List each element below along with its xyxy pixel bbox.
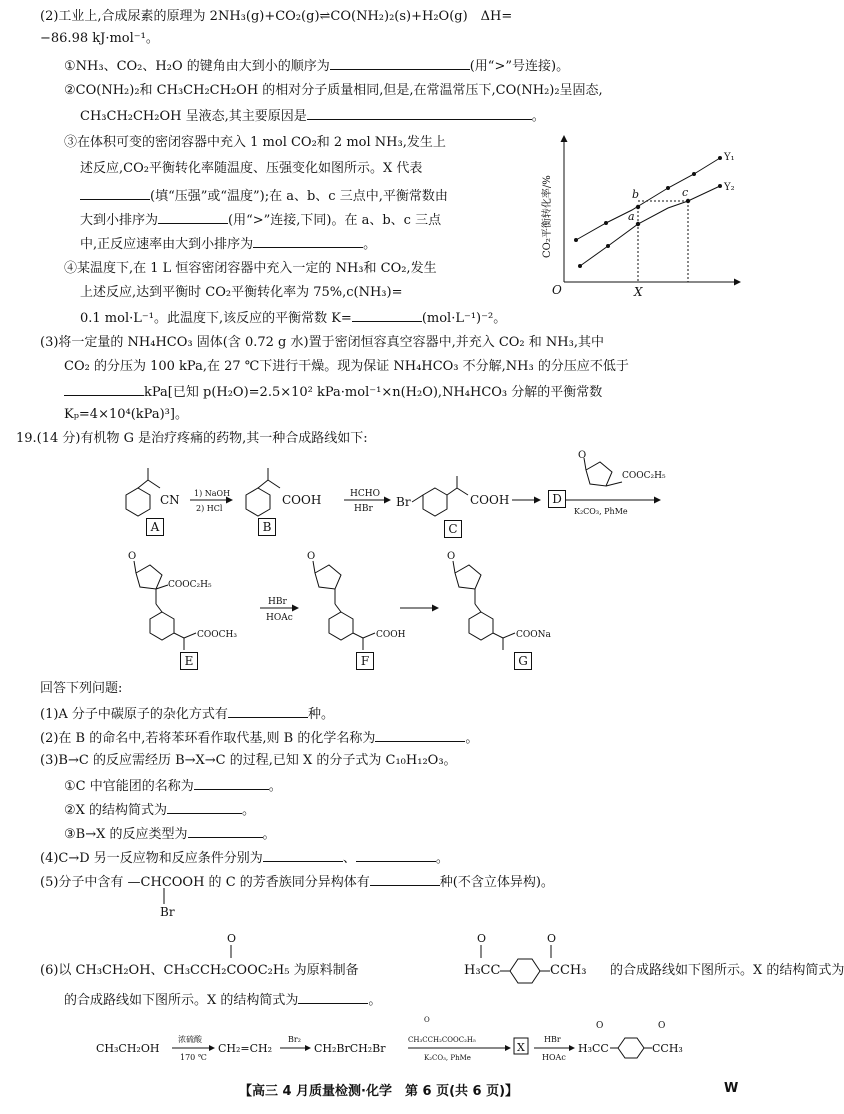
q18-3-line2: CO₂ 的分压为 100 kPa,在 27 ℃下进行干燥。现为保证 NH₄HCO₃ 不分解,NH₃ 的分压应不低于 [64, 359, 629, 374]
q19-3-2: ②X 的结构简式为 。 [64, 800, 255, 820]
route-cond3-oxo: O [424, 1016, 430, 1024]
answer-blank[interactable] [352, 308, 422, 322]
q19-2: (2)在 B 的命名中,若将苯环看作取代基,则 B 的化学名称为 。 [40, 728, 478, 748]
q19-3: (3)B→C 的反应需经历 B→X→C 的过程,已知 X 的分子式为 C₁₀H₁₂O₃。 [40, 753, 457, 768]
label-e: E [180, 652, 198, 670]
ring-reagent [586, 462, 612, 486]
q18-2-sub2-line1: ②CO(NH₂)₂和 CH₃CH₂CH₂OH 的相对分子质量相同,但是,在常温常压下,CO(NH₂)₂呈固态, [64, 83, 603, 98]
reagent-4-bottom: HOAc [266, 613, 293, 623]
answer-blank[interactable] [253, 234, 363, 248]
g-coona: COONa [516, 630, 551, 640]
synthesis-scheme [100, 448, 750, 678]
route-cond1-bottom: 170 ℃ [180, 1053, 207, 1062]
answer-intro: 回答下列问题: [40, 681, 123, 696]
route-cond4-top: HBr [544, 1035, 561, 1044]
q18-3-line4: Kₚ=4×10⁴(kPa)³]。 [64, 407, 188, 422]
q19-6-target-right: CCH₃ [550, 963, 587, 978]
route-product-right: CCH₃ [652, 1042, 683, 1055]
co2-conversion-graph [528, 128, 750, 306]
c-cooh: COOH [470, 493, 510, 507]
q18-2-sub4-line2: 上述反应,达到平衡时 CO₂平衡转化率为 75%,c(NH₃)= [80, 285, 403, 300]
route-cond3-bottom: K₂CO₃, PhMe [424, 1054, 471, 1062]
route-product-oxo-right: O [658, 1021, 666, 1031]
q19-4: (4)C→D 另一反应物和反应条件分别为 、 。 [40, 848, 449, 868]
route-product-oxo-left: O [596, 1021, 604, 1031]
q18-2-sub3-line1: ③在体积可变的密闭容器中充入 1 mol CO₂和 2 mol NH₃,发生上 [64, 135, 446, 150]
point-c-label: c [682, 186, 689, 199]
b-cooh: COOH [282, 493, 322, 507]
route-cond4-bottom: HOAc [542, 1053, 566, 1062]
answer-blank[interactable] [330, 56, 470, 70]
ring-c [423, 488, 447, 516]
q19-3-1: ①C 中官能团的名称为 。 [64, 776, 282, 796]
target-oxo-left: O [477, 932, 487, 945]
route-product-left: H₃CC [578, 1042, 609, 1055]
ring-g6 [469, 612, 493, 640]
f-oxo: O [307, 551, 316, 562]
target-oxo-right: O [547, 932, 557, 945]
label-d: D [548, 490, 566, 508]
reagent-1-top: 1) NaOH [194, 489, 231, 498]
reagent-3-ester: COOC₂H₅ [622, 471, 666, 481]
answer-blank[interactable] [356, 848, 436, 862]
q19-6-tail: 的合成路线如下图所示。X 的结构简式为 [610, 963, 844, 978]
route-dibromide: CH₂BrCH₂Br [314, 1042, 386, 1055]
ring-e5 [136, 565, 162, 589]
answer-blank[interactable] [298, 990, 368, 1004]
q19-6-target: H₃CC [464, 963, 501, 978]
answer-blank[interactable] [64, 382, 144, 396]
e-ester: COOC₂H₅ [168, 580, 212, 590]
synthesis-route [90, 1012, 750, 1068]
answer-blank[interactable] [263, 848, 343, 862]
reagent-2-top: HCHO [350, 489, 380, 499]
reagent-3-bottom: K₂CO₃, PhMe [574, 507, 628, 516]
y-axis-label: CO₂平衡转化率/% [542, 175, 553, 258]
route-cond2-top: Br₂ [288, 1035, 301, 1044]
reagent-oxo: O [578, 450, 587, 461]
series-y2-label: Y₂ [724, 182, 735, 193]
q18-2-sub3-line4: 大到小排序为 (用“>”连接,下同)。在 a、b、c 三点 [80, 210, 441, 230]
answer-blank[interactable] [194, 776, 269, 790]
route-x: X [517, 1041, 525, 1054]
q19-6-line1: (6)以 CH₃CH₂OH、CH₃CCH₂COOC₂H₅ 为原料制备 [40, 963, 359, 978]
q19-3-3: ③B→X 的反应类型为 。 [64, 824, 276, 844]
e-methyl-ester: COOCH₃ [197, 630, 237, 640]
label-a: A [146, 518, 164, 536]
q18-2-sub3-line3: (填“压强”或“温度”);在 a、b、c 三点中,平衡常数由 [80, 186, 448, 206]
q18-2-sub3-line5: 中,正反应速率由大到小排序为 。 [80, 234, 376, 254]
answer-blank[interactable] [80, 186, 150, 200]
answer-blank[interactable] [167, 800, 242, 814]
q18-2-sub4-line3: 0.1 mol·L⁻¹。此温度下,该反应的平衡常数 K= (mol·L⁻¹)⁻²。 [80, 308, 506, 328]
q19-head: 19.(14 分)有机物 G 是治疗疼痛的药物,其一种合成路线如下: [16, 431, 368, 446]
series-y1-label: Y₁ [724, 152, 735, 163]
ring-g5 [455, 565, 481, 589]
ring-e6 [150, 612, 174, 640]
route-cond1-top: 浓硫酸 [178, 1035, 202, 1044]
q18-2-line2: −86.98 kJ·mol⁻¹。 [40, 31, 159, 46]
answer-blank[interactable] [158, 210, 228, 224]
answer-blank[interactable] [375, 728, 465, 742]
point-b-label: b [632, 188, 640, 201]
e-oxo: O [128, 551, 137, 562]
ring-a [126, 488, 150, 516]
q18-2-sub2-line2: CH₃CH₂CH₂OH 呈液态,其主要原因是 。 [80, 106, 545, 126]
ring-b [246, 488, 270, 516]
g-oxo: O [447, 551, 456, 562]
answer-blank[interactable] [188, 824, 263, 838]
label-f: F [356, 652, 374, 670]
q18-2-sub4-line1: ④某温度下,在 1 L 恒容密闭容器中充入一定的 NH₃和 CO₂,发生 [64, 261, 437, 276]
q19-5-br-substituent [150, 884, 190, 924]
x-axis-label: X [634, 285, 643, 299]
q18-2-sub3-line2: 述反应,CO₂平衡转化率随温度、压强变化如图所示。X 代表 [80, 161, 423, 176]
cyclohexane-ring [500, 952, 550, 986]
q18-3-line3: kPa[已知 p(H₂O)=2.5×10² kPa·mol⁻¹×n(H₂O),NH₄HCO₃ 分解的平衡常数 [64, 382, 602, 402]
route-cond3-top: CH₃CCH₂COOC₂H₅ [408, 1036, 476, 1044]
q19-5: (5)分子中含有 —CHCOOH 的 C 的芳香族同分异构体有 种(不含立体异构)。 [40, 872, 554, 892]
reagent-1-bottom: 2) HCl [196, 504, 223, 513]
q19-5-br: Br [160, 905, 175, 919]
label-b: B [258, 518, 276, 536]
q18-2-sub1: ①NH₃、CO₂、H₂O 的键角由大到小的顺序为 (用“>”号连接)。 [64, 56, 569, 76]
series-y1-line [576, 158, 720, 240]
origin-label: O [552, 283, 562, 297]
point-a-label: a [628, 210, 635, 223]
cn-group: CN [160, 493, 180, 507]
q18-3-line1: (3)将一定量的 NH₄HCO₃ 固体(含 0.72 g 水)置于密闭恒容真空容器中,并充入 CO₂ 和 NH₃,其中 [40, 335, 604, 350]
reagent-4-top: HBr [268, 597, 287, 607]
q19-6-carbonyl-marks [200, 928, 760, 962]
f-cooh: COOH [376, 630, 406, 640]
ring-f6 [329, 612, 353, 640]
label-g: G [514, 652, 532, 670]
label-c: C [444, 520, 462, 538]
q18-2-line1: (2)工业上,合成尿素的原理为 2NH₃(g)+CO₂(g)⇌CO(NH₂)₂(s)+H₂O(g) ΔH= [40, 9, 513, 24]
c-br: Br [396, 495, 411, 509]
ketone-oxo: O [227, 932, 237, 945]
route-ethene: CH₂=CH₂ [218, 1042, 273, 1055]
reagent-2-bottom: HBr [354, 504, 373, 514]
q19-1: (1)A 分子中碳原子的杂化方式有 种。 [40, 704, 334, 724]
answer-blank[interactable] [307, 106, 532, 120]
answer-blank[interactable] [370, 872, 440, 886]
q19-6-line2: 的合成路线如下图所示。X 的结构简式为 。 [64, 990, 381, 1010]
route-ethanol: CH₃CH₂OH [96, 1042, 160, 1055]
series-y2-points [578, 184, 722, 268]
answer-blank[interactable] [228, 704, 308, 718]
ring-f5 [315, 565, 341, 589]
page-footer: 【高三 4 月质量检测·化学 第 6 页(共 6 页)】 [238, 1084, 519, 1099]
footer-mark: W [724, 1081, 739, 1096]
